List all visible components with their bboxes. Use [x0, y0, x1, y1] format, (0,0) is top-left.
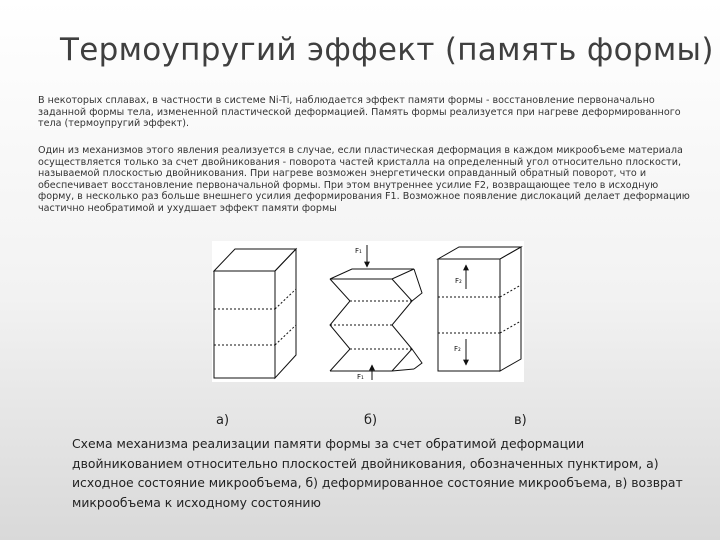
intro-paragraph: В некоторых сплавах, в частности в системе Ni-Ti, наблюдается эффект памяти формы - восстановление первоначально заданной формы тела, измененной пластической деформацией. Память формы реализуется при нагреве деформированного тела (термоупругий эффект). — [38, 95, 681, 129]
block-recovered — [438, 247, 521, 371]
block-deformed — [330, 269, 422, 371]
force-arrows-deformed — [367, 245, 372, 380]
force-label-c-top: F₂ — [455, 277, 462, 285]
figure-caption: Схема механизма реализации памяти формы за счет обратимой деформации двойникованием относительно плоскостей двойникования, обозначенных пунктиром, а) исходное состояние микрообъема, б) деформированное состояние микрообъема, в) возврат микрообъема к исходному состоянию — [72, 436, 683, 510]
figure-label-b: б) — [364, 413, 378, 428]
twinning-diagram-svg — [212, 241, 524, 382]
mechanism-paragraph: Один из механизмов этого явления реализуется в случае, если пластическая деформация в каждом микрообъеме материала осуществляется только за счет двойникования - поворота частей кристалла на определенный угол относительно плоскости, называемой плоскостью двойникования. При нагреве возможен энергетически оправданный обратный поворот, что и обеспечивает восстановление первоначальной формы. При этом внутреннее усилие F2, возвращающее тело в исходную форму, в несколько раз больше внешнего усилия деформирования F1. Возможное появление дислокаций делает деформацию частично необратимой и ухудшает эффект памяти формы — [38, 145, 690, 214]
figure-label-c: в) — [514, 413, 527, 428]
force-label-b-top: F₁ — [355, 247, 362, 255]
slide-title: Термоупругий эффект (память формы) — [60, 32, 714, 68]
force-label-b-bottom: F₁ — [357, 373, 364, 381]
block-original — [214, 249, 296, 378]
twinning-diagram — [212, 241, 524, 382]
force-label-c-bottom: F₂ — [454, 345, 461, 353]
figure-label-a: а) — [216, 413, 230, 428]
